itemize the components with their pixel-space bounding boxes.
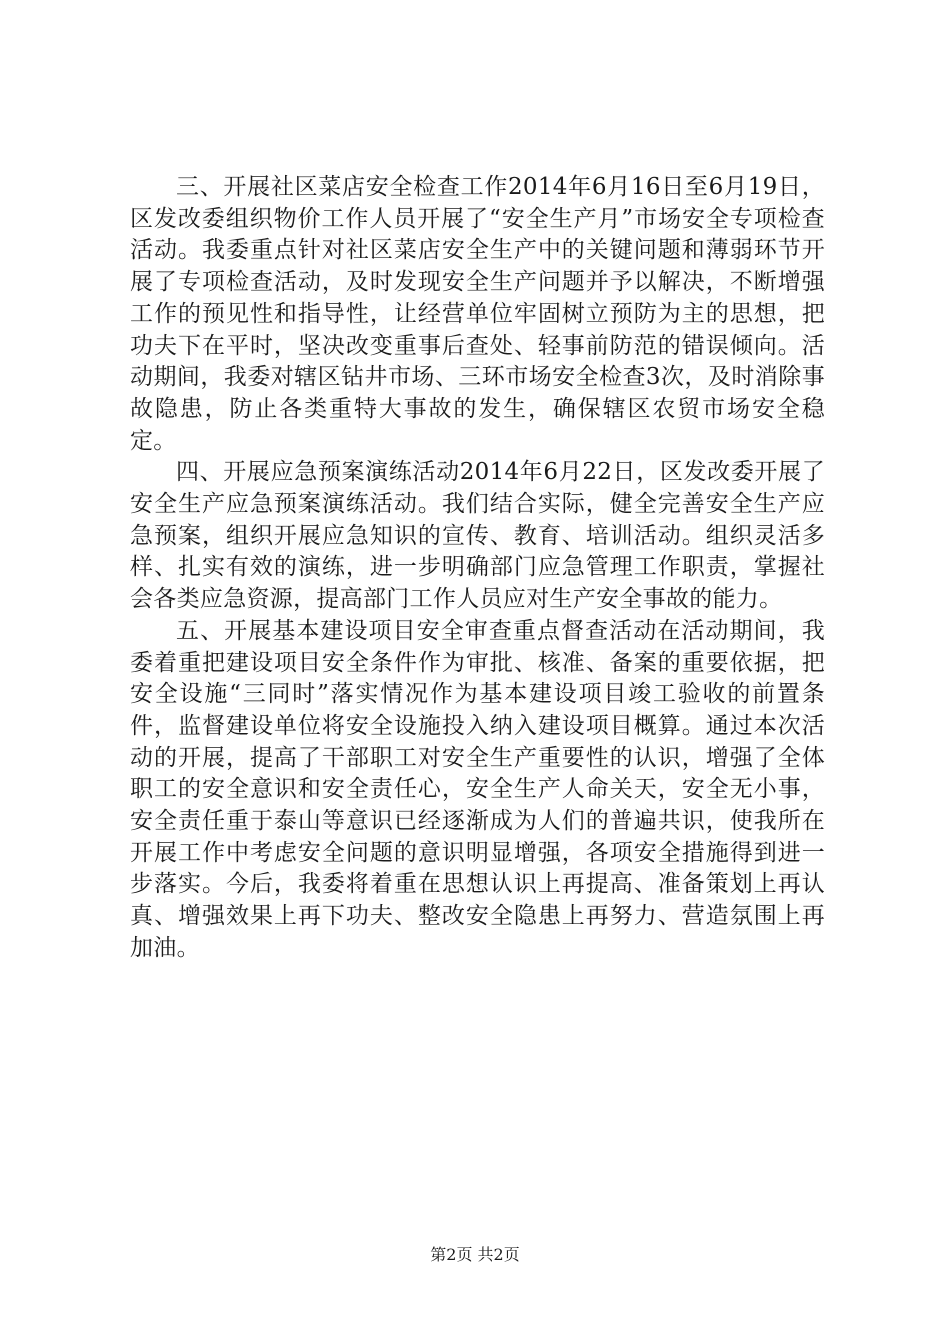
document-body bbox=[130, 172, 825, 965]
paragraph-emergency-drill: 四、开展应急预案演练活动2014年6月22日，区发改委开展了安全生产应急预案演练活动。我们结合实际，健全完善安全生产应急预案，组织开展应急知识的宣传、教育、培训活动。组织灵活多样、扎实有效的演练，进一步明确部门应急管理工作职责，掌握社会各类应急资源，提高部门工作人员应对生产安全事故的能力。 bbox=[130, 459, 825, 613]
page-footer: 第2页 共2页 bbox=[430, 1245, 520, 1264]
paragraph-community-inspection: 三、开展社区菜店安全检查工作2014年6月16日至6月19日，区发改委组织物价工作人员开展了“安全生产月”市场安全专项检查活动。我委重点针对社区菜店安全生产中的关键问题和薄弱环节开展了专项检查活动，及时发现安全生产问题并予以解决，不断增强工作的预见性和指导性，让经营单位牢固树立预防为主的思想，把功夫下在平时，坚决改变重事后查处、轻事前防范的错误倾向。活动期间，我委对辖区钻井市场、三环市场安全检查3次，及时消除事故隐患，防止各类重特大事故的发生，确保辖区农贸市场安全稳定。 bbox=[130, 174, 825, 454]
paragraph-construction-review: 五、开展基本建设项目安全审查重点督查活动在活动期间，我委着重把建设项目安全条件作为审批、核准、备案的重要依据，把安全设施“三同时”落实情况作为基本建设项目竣工验收的前置条件，监督建设单位将安全设施投入纳入建设项目概算。通过本次活动的开展，提高了干部职工对安全生产重要性的认识，增强了全体职工的安全意识和安全责任心，安全生产人命关天，安全无小事，安全责任重于泰山等意识已经逐渐成为人们的普遍共识，使我所在开展工作中考虑安全问题的意识明显增强，各项安全措施得到进一步落实。今后，我委将着重在思想认识上再提高、准备策划上再认真、增强效果上再下功夫、整改安全隐患上再努力、营造氛围上再加油。 bbox=[130, 617, 825, 961]
